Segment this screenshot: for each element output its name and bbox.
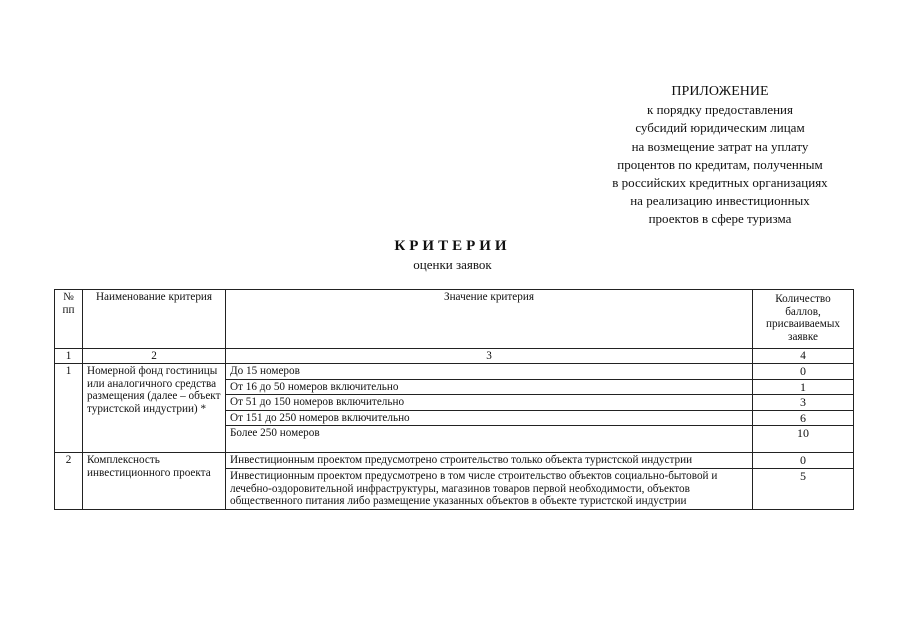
- appendix-line: субсидий юридическим лицам: [635, 120, 805, 136]
- criterion-value: От 16 до 50 номеров включительно: [226, 379, 753, 395]
- criterion-points: 0: [753, 364, 854, 380]
- header-points: Количество баллов, присваиваемых заявке: [753, 290, 854, 349]
- appendix-line: проектов в сфере туризма: [648, 211, 792, 227]
- column-number: 1: [55, 349, 83, 364]
- criterion-value: От 151 до 250 номеров включительно: [226, 410, 753, 426]
- criterion-value: Инвестиционным проектом предусмотрено в том числе строительство объектов социально-бытовой и лечебно-оздоровительной инфраструктуры, магазинов товаров первой необходимости, объектов общественного питания либо размещение указанных объектов в объекте туристской индустрии: [226, 468, 753, 509]
- column-number: 2: [83, 349, 226, 364]
- appendix-heading: ПРИЛОЖЕНИЕ: [671, 84, 769, 99]
- appendix-block: [560, 83, 880, 229]
- column-number: 3: [226, 349, 753, 364]
- criterion-value: Инвестиционным проектом предусмотрено строительство только объекта туристской индустрии: [226, 453, 753, 469]
- header-value: Значение критерия: [226, 290, 753, 349]
- appendix-line: на реализацию инвестиционных: [630, 193, 810, 209]
- table-row: [55, 453, 854, 469]
- document-subtitle: оценки заявок: [413, 257, 492, 272]
- table-row: [55, 364, 854, 380]
- appendix-line: на возмещение затрат на уплату: [631, 138, 809, 154]
- criteria-table: [54, 289, 854, 510]
- column-number: 4: [753, 349, 854, 364]
- criterion-points: 1: [753, 379, 854, 395]
- criterion-num: 1: [55, 364, 83, 453]
- criterion-num: 2: [55, 453, 83, 509]
- header-num: № пп: [55, 290, 83, 349]
- criterion-value: От 51 до 150 номеров включительно: [226, 395, 753, 411]
- criterion-value: До 15 номеров: [226, 364, 753, 380]
- criterion-points: 6: [753, 410, 854, 426]
- criterion-points: 5: [753, 468, 854, 509]
- criterion-points: 3: [753, 395, 854, 411]
- column-number-row: [55, 349, 854, 364]
- criterion-name: Комплексность инвестиционного проекта: [83, 453, 226, 509]
- table-header-row: [55, 290, 854, 349]
- document-title: КРИТЕРИИ: [394, 238, 511, 254]
- criterion-name: Номерной фонд гостиницы или аналогичного средства размещения (далее – объект туристской индустрии) *: [83, 364, 226, 453]
- appendix-line: процентов по кредитам, полученным: [617, 156, 823, 172]
- appendix-line: к порядку предоставления: [647, 102, 793, 118]
- appendix-line: в российских кредитных организациях: [612, 175, 828, 191]
- header-name: Наименование критерия: [83, 290, 226, 349]
- criterion-value: Более 250 номеров: [226, 426, 753, 453]
- criterion-points: 10: [753, 426, 854, 453]
- criterion-points: 0: [753, 453, 854, 469]
